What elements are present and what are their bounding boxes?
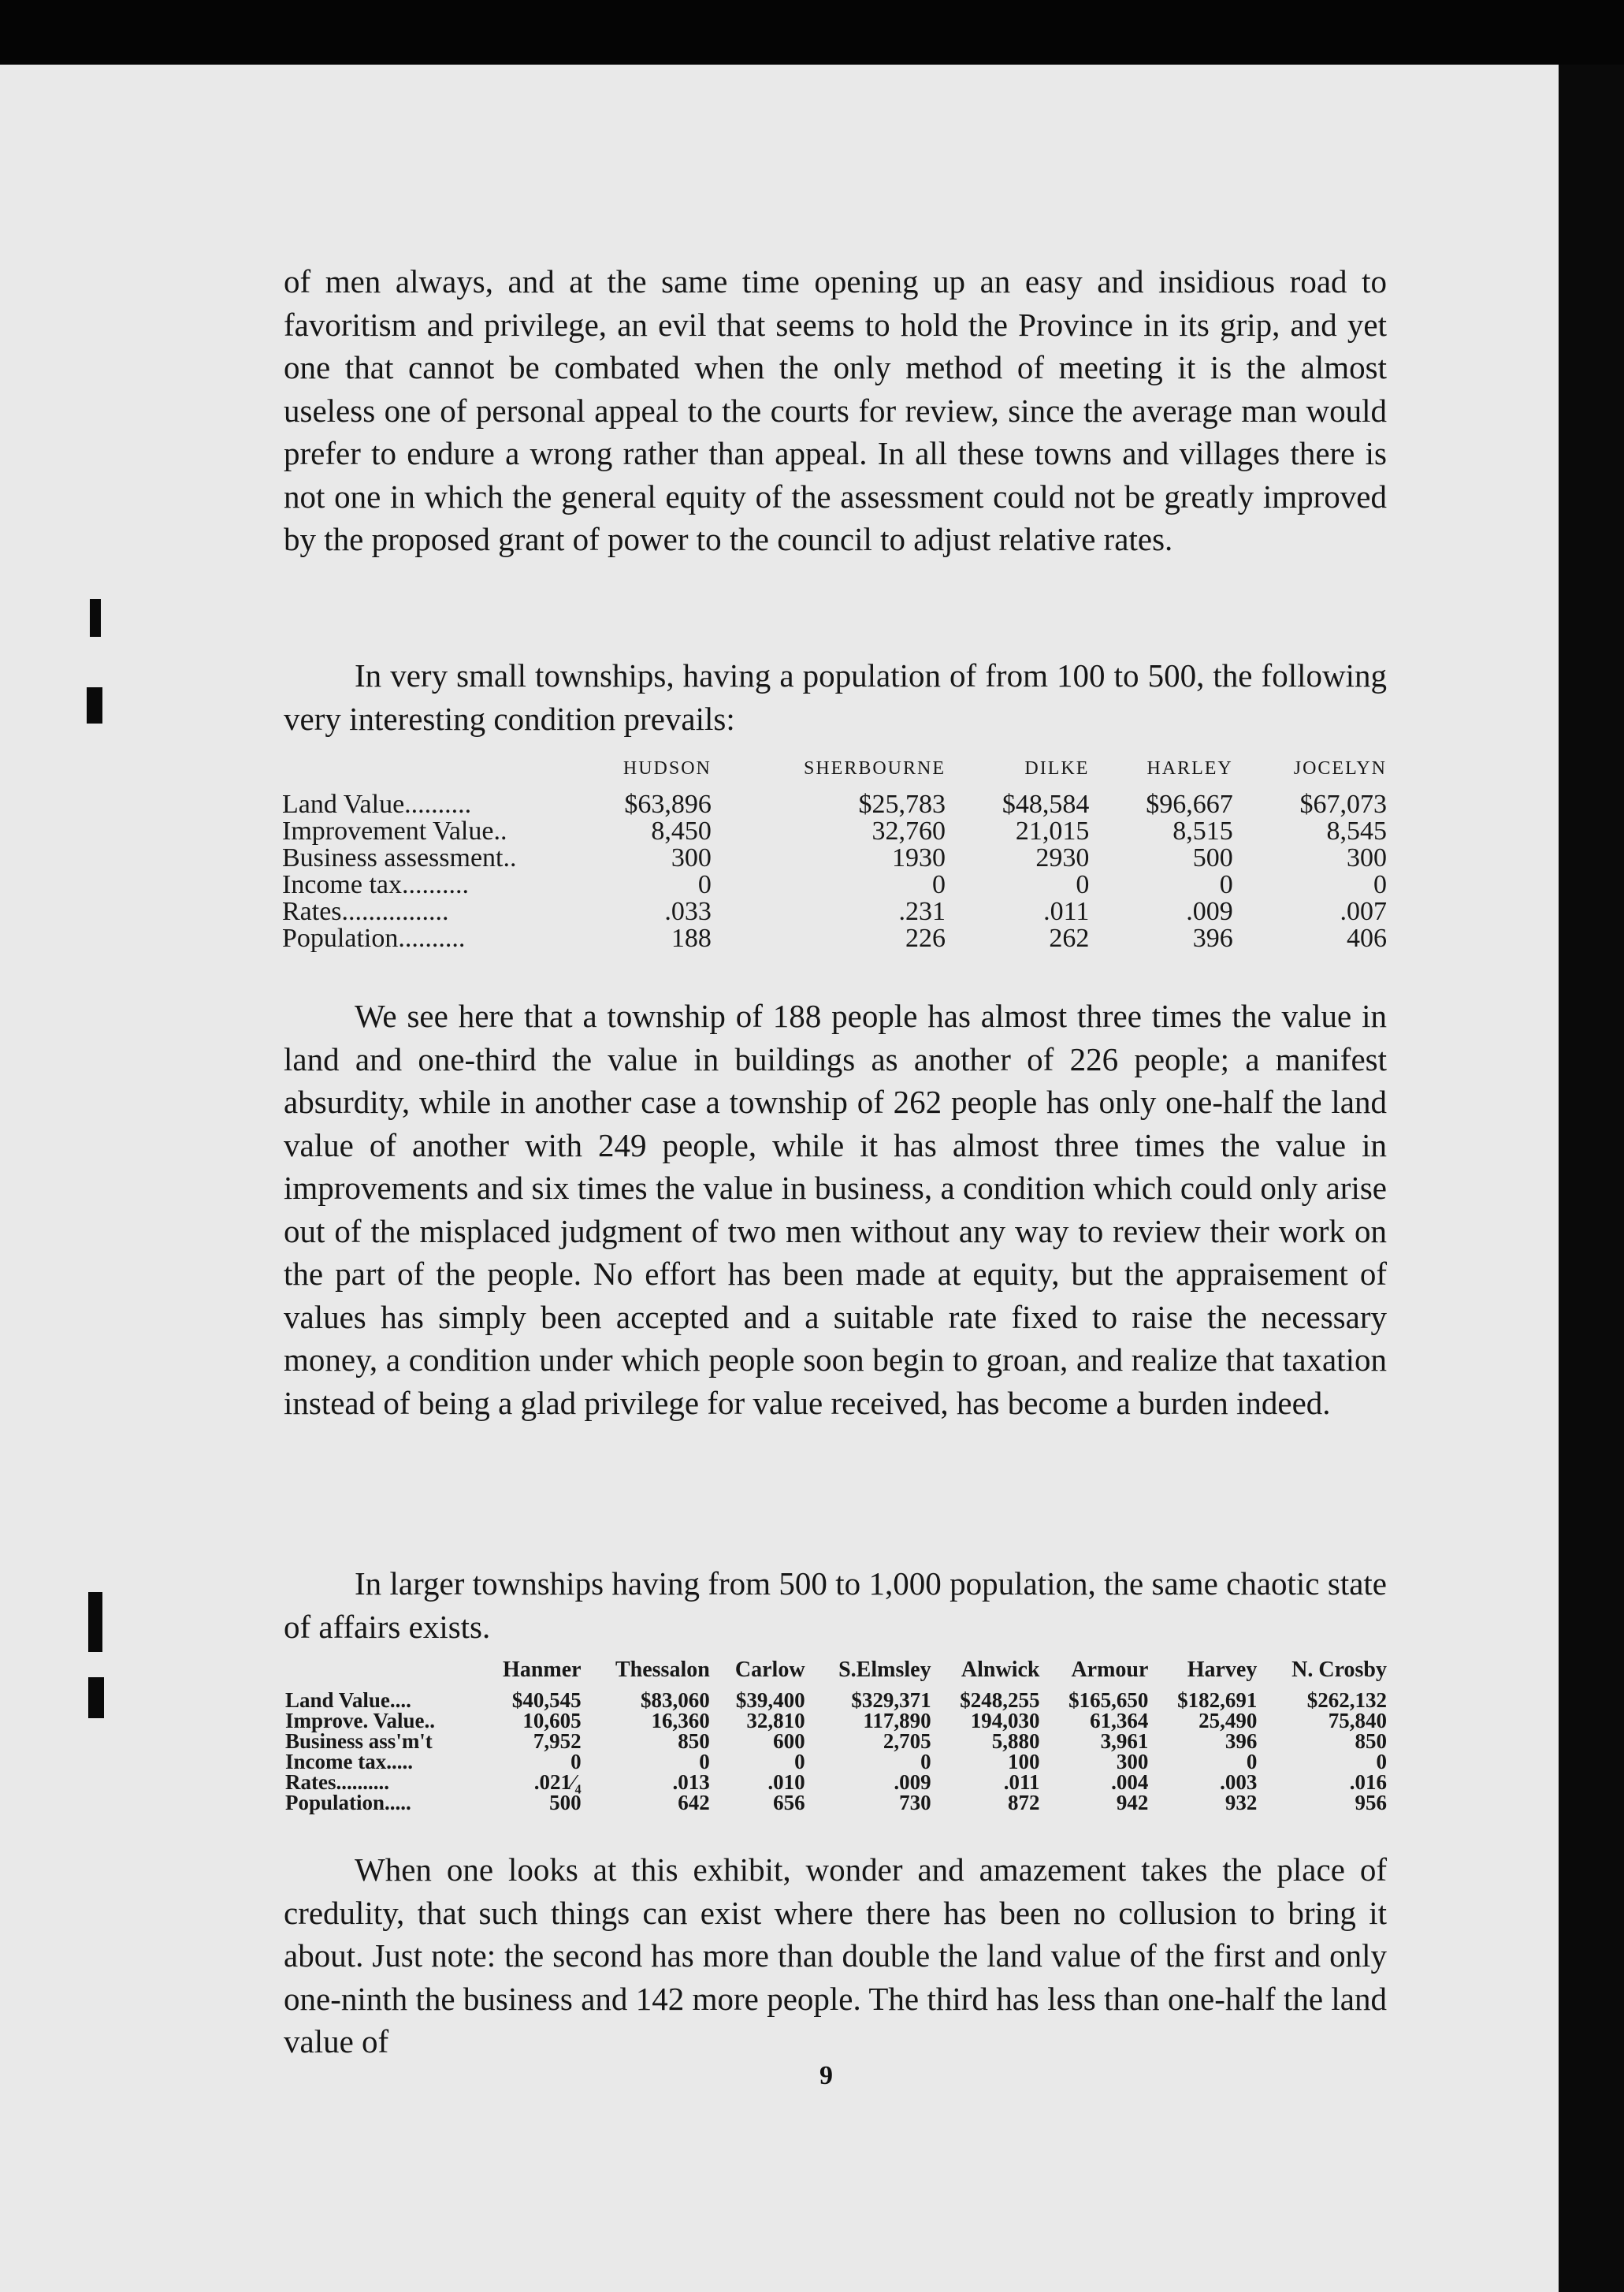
- table-header-row: [282, 755, 1387, 791]
- table-cell: 956: [1355, 1791, 1387, 1814]
- paragraph-text: When one looks at this exhibit, wonder and amazement takes the place of credulity, that such things can exist where there has been no collusion to bring it about. Just note: the second has more than double the land value of the first and only one-ninth the business and 142 more people. The third has less than one-half the land value of: [284, 1851, 1387, 2059]
- table-cell: 0: [1219, 870, 1233, 899]
- table-row: [282, 791, 1387, 818]
- table-cell: 16,360: [651, 1709, 710, 1732]
- table-cell: 32,760: [871, 817, 946, 846]
- table-cell: 226: [905, 924, 946, 953]
- column-header: Hanmer: [503, 1658, 582, 1682]
- margin-mark: [90, 599, 101, 637]
- table-cell: 0: [570, 1750, 582, 1773]
- table-cell: 7,952: [533, 1729, 582, 1753]
- table-cell: 396: [1192, 924, 1233, 953]
- column-header: SHERBOURNE: [803, 758, 946, 779]
- column-header: Thessalon: [615, 1658, 710, 1682]
- table-cell: 300: [1116, 1750, 1149, 1773]
- table-cell: 642: [678, 1791, 710, 1814]
- table-cell: .009: [894, 1770, 931, 1794]
- table-cell: 500: [1192, 843, 1233, 873]
- table-row: [282, 845, 1387, 872]
- table-cell: .011: [1043, 897, 1090, 926]
- page-number: 9: [819, 2061, 833, 2090]
- table-cell: 600: [773, 1729, 805, 1753]
- table-cell: $182,691: [1177, 1688, 1258, 1712]
- table-row: [282, 899, 1387, 925]
- column-header: S.Elmsley: [838, 1658, 931, 1682]
- column-header: Carlow: [734, 1658, 805, 1682]
- table-cell: 188: [671, 924, 712, 953]
- table-cell: 8,450: [651, 817, 712, 846]
- table-cell: 300: [671, 843, 712, 873]
- table-row: [282, 818, 1387, 845]
- table-row: [285, 1690, 1387, 1710]
- table-row: [285, 1792, 1387, 1813]
- table-cell: 942: [1116, 1791, 1149, 1814]
- table-cell: $25,783: [858, 790, 946, 819]
- table-cell: $48,584: [1002, 790, 1090, 819]
- table-cell: 0: [1373, 870, 1387, 899]
- table-row: [285, 1772, 1387, 1792]
- small-townships-table: [282, 755, 1387, 952]
- table-cell: 300: [1347, 843, 1387, 873]
- column-header: Harvey: [1187, 1658, 1258, 1682]
- table-cell: 0: [1246, 1750, 1258, 1773]
- table-cell: 21,015: [1015, 817, 1090, 846]
- table-cell: .231: [898, 897, 946, 926]
- row-label: Income tax.....: [285, 1750, 413, 1773]
- table-cell: 8,545: [1326, 817, 1387, 846]
- table-header-row: [285, 1660, 1387, 1690]
- row-label: Population.....: [285, 1791, 411, 1814]
- table-row: [285, 1710, 1387, 1731]
- table-row: [282, 925, 1387, 952]
- row-label: Improvement Value..: [282, 817, 507, 846]
- table-cell: $329,371: [851, 1688, 931, 1712]
- table-cell: .007: [1340, 897, 1387, 926]
- table-cell: .003: [1220, 1770, 1258, 1794]
- table-cell: $96,667: [1146, 790, 1233, 819]
- table-cell: 850: [1355, 1729, 1387, 1753]
- table-cell: .033: [664, 897, 712, 926]
- paragraph-4: [284, 1562, 1387, 1648]
- column-header: Armour: [1071, 1658, 1149, 1682]
- table-cell: 75,840: [1328, 1709, 1387, 1732]
- larger-townships-table: [285, 1660, 1387, 1813]
- table-cell: 0: [699, 1750, 710, 1773]
- row-label: Business ass'm't: [285, 1729, 433, 1753]
- table-row: [285, 1731, 1387, 1751]
- table-cell: $83,060: [641, 1688, 710, 1712]
- paragraph-text: In very small townships, having a population of from 100 to 500, the following very interesting condition prevails:: [284, 657, 1387, 737]
- table-cell: 932: [1225, 1791, 1258, 1814]
- table-cell: 10,605: [522, 1709, 582, 1732]
- row-label: Land Value....: [285, 1688, 411, 1712]
- table-cell: 194,030: [970, 1709, 1040, 1732]
- table-cell: 262: [1049, 924, 1090, 953]
- table-cell: 25,490: [1198, 1709, 1258, 1732]
- table-cell: 0: [920, 1750, 931, 1773]
- table-cell: $40,545: [511, 1688, 582, 1712]
- column-header: JOCELYN: [1293, 758, 1387, 779]
- table-cell: 730: [899, 1791, 931, 1814]
- row-label: Population..........: [282, 924, 466, 953]
- paragraph-text: of men always, and at the same time opening up an easy and insidious road to favoritism and privilege, an evil that seems to hold the Province in its grip, and yet one that cannot be combated when the only method of meeting it is the almost useless one of personal appeal to the courts for review, since the average man would prefer to endure a wrong rather than appeal. In all these towns and villages there is not one in which the general equity of the assessment could not be greatly improved by the proposed grant of power to the council to adjust relative rates.: [284, 263, 1387, 557]
- table-cell: 8,515: [1172, 817, 1233, 846]
- table-cell: 2,705: [883, 1729, 931, 1753]
- table-cell: .016: [1349, 1770, 1387, 1794]
- table-cell: 3,961: [1100, 1729, 1149, 1753]
- table-cell: $262,132: [1306, 1688, 1387, 1712]
- row-label: Land Value..........: [282, 790, 472, 819]
- table-cell: 0: [697, 870, 712, 899]
- row-label: Improve. Value..: [285, 1709, 436, 1732]
- paragraph-3: [284, 995, 1387, 1424]
- table-cell: 406: [1347, 924, 1387, 953]
- row-label: Business assessment..: [282, 843, 517, 873]
- table-cell: 5,880: [991, 1729, 1040, 1753]
- table-cell: 850: [678, 1729, 710, 1753]
- table-cell: 0: [1076, 870, 1090, 899]
- table-cell: $67,073: [1299, 790, 1387, 819]
- table-cell: .013: [672, 1770, 710, 1794]
- paragraph-2: [284, 654, 1387, 740]
- table-cell: 2930: [1035, 843, 1090, 873]
- column-header: Alnwick: [961, 1658, 1040, 1682]
- table-row: [282, 872, 1387, 899]
- table-cell: $165,650: [1068, 1688, 1149, 1712]
- column-header: HUDSON: [622, 758, 712, 779]
- column-header: HARLEY: [1146, 758, 1233, 779]
- table-cell: 872: [1008, 1791, 1040, 1814]
- margin-mark: [88, 1677, 104, 1718]
- paragraph-5: [284, 1848, 1387, 2063]
- column-header: N. Crosby: [1291, 1658, 1387, 1682]
- table-cell: 61,364: [1090, 1709, 1149, 1732]
- row-label: Income tax..........: [282, 870, 469, 899]
- margin-mark: [87, 687, 102, 724]
- paragraph-text: In larger townships having from 500 to 1,000 population, the same chaotic state of affairs exists.: [284, 1565, 1387, 1645]
- row-label: Rates................: [282, 897, 449, 926]
- table-cell: 656: [773, 1791, 805, 1814]
- table-cell: 32,810: [746, 1709, 805, 1732]
- table-cell: 500: [549, 1791, 582, 1814]
- table-cell: 100: [1008, 1750, 1040, 1773]
- table-cell: 0: [794, 1750, 805, 1773]
- scan-right-border: [1559, 65, 1624, 2292]
- table-cell: $63,896: [624, 790, 712, 819]
- margin-mark: [88, 1592, 102, 1652]
- table-cell: .004: [1111, 1770, 1149, 1794]
- table-cell: .021⁄₄: [533, 1770, 582, 1794]
- table-cell: .010: [767, 1770, 805, 1794]
- paragraph-text: We see here that a township of 188 people has almost three times the value in land and one-third the value in buildings as another of 226 people; a manifest absurdity, while in another case a township of 262 people has only one-half the land value of another with 249 people, while it has almost three times the value in improvements and six times the value in business, a condition which could only arise out of the misplaced judgment of two men without any way to review their work on the part of the people. No effort has been made at equity, but the appraisement of values has simply been accepted and a suitable rate fixed to raise the necessary money, a condition under which people soon begin to groan, and realize that taxation instead of being a glad privilege for value received, has become a burden indeed.: [284, 998, 1387, 1421]
- table-cell: .009: [1186, 897, 1233, 926]
- table-cell: .011: [1003, 1770, 1040, 1794]
- table-cell: $248,255: [960, 1688, 1040, 1712]
- table-cell: $39,400: [735, 1688, 805, 1712]
- column-header: DILKE: [1024, 758, 1090, 779]
- scan-top-border: [0, 0, 1624, 68]
- table-cell: 117,890: [863, 1709, 931, 1732]
- table-row: [285, 1751, 1387, 1772]
- table-cell: 0: [932, 870, 946, 899]
- row-label: Rates..........: [285, 1770, 389, 1794]
- table-cell: 1930: [892, 843, 946, 873]
- paragraph-1: [284, 260, 1387, 561]
- table-cell: 0: [1376, 1750, 1387, 1773]
- table-cell: 396: [1225, 1729, 1258, 1753]
